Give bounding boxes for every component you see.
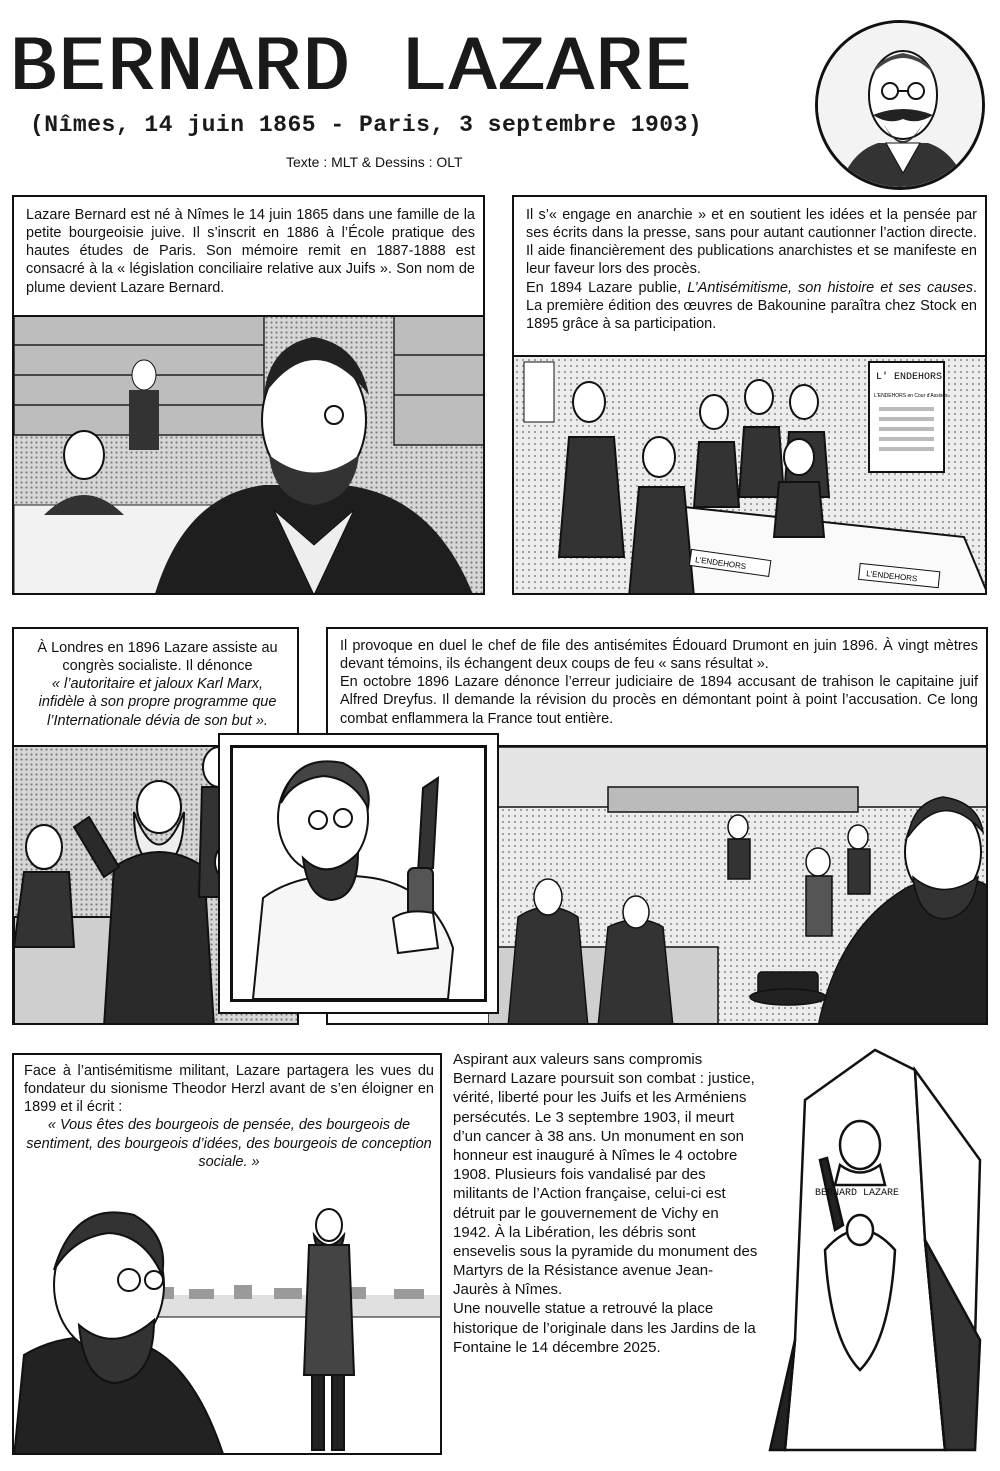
panel2-caption-part1: Il s’« engage en anarchie » et en soutient les idées et la pensée par ses écrits dans la presse, sans pour autant cautionner l’action directe. Il aide financièrement des publications anarchistes et se manifeste en leur faveur lors des procès. (526, 207, 977, 278)
panel6-text-part2: Une nouvelle statue a retrouvé la place historique de l’originale dans les Jardins de la Fontaine le 14 décembre 2025. (453, 1300, 756, 1356)
library-scene (14, 315, 485, 595)
panel5-caption-text: Face à l’antisémitisme militant, Lazare partagera les vues du fondateur du sionisme Theodor Herzl avant de s’en éloigner en 1899 et il écrit : (24, 1063, 434, 1116)
marx-quote (28, 675, 287, 729)
book-title: L’Antisémitisme, son histoire et ses causes (687, 279, 973, 296)
portrait-drawing (818, 23, 985, 190)
panel2-caption (512, 195, 987, 357)
poster-subtitle: L'ENDEHORS en Cour d'Assises (874, 393, 948, 399)
portrait-medallion (815, 20, 985, 190)
herzl-quote (24, 1116, 434, 1170)
credits: Texte : MLT & Dessins : OLT (286, 154, 463, 170)
newspaper-1-text: L'ENDEHORS (694, 555, 747, 572)
page-title: BERNARD LAZARE (10, 25, 694, 113)
panel2-caption-rest: . La première édition des œuvres de Bakounine paraîtra chez Stock en 1895 grâce à sa participation. (526, 279, 977, 332)
herzl-scene (14, 1195, 442, 1455)
panel6-text (453, 1050, 758, 1357)
anarchists-trial-scene (514, 357, 987, 595)
panel2-caption-lead: En 1894 Lazare publie, (526, 279, 688, 296)
page-subtitle: (Nîmes, 14 juin 1865 - Paris, 3 septembre 1903) (30, 112, 703, 138)
panel3-caption (12, 627, 299, 747)
panel4-caption-part1: Il provoque en duel le chef de file des antisémites Édouard Drumont en juin 1896. À vingt mètres devant témoins, ils échangent deux coups de feu « sans résultat ». (340, 638, 978, 673)
panel4-caption (326, 627, 988, 747)
panel-herzl (12, 1053, 442, 1455)
monument-inscription: BERNARD LAZARE (815, 1188, 900, 1199)
panel-anarchy (512, 195, 987, 595)
marx-quote-text: « l’autoritaire et jaloux Karl Marx, infidèle à son propre programme que l’Internationale dévia de son but ». (38, 676, 277, 729)
monument-drawing (765, 1040, 988, 1460)
duel-inset-panel (230, 745, 487, 1002)
panel1-caption (12, 195, 485, 317)
panel2-caption-part2 (526, 279, 977, 333)
courtroom-scene (488, 747, 988, 1025)
panel-library (12, 195, 485, 595)
panel3-caption-lead: À Londres en 1896 Lazare assiste au congrès socialiste. Il dénonce (37, 640, 278, 675)
herzl-quote-text: « Vous êtes des bourgeois de pensée, des bourgeois de sentiment, des bourgeois d’idées, des bourgeois de conception sociale. » (26, 1117, 432, 1170)
panel6-text-part1: Aspirant aux valeurs sans compromis Bernard Lazare poursuit son combat : justice, vérité, liberté pour les Juifs et les Arméniens persécutés. Le 3 septembre 1903, il meurt d’un cancer à 38 ans. Un monument en son honneur est inauguré à Nîmes le 4 octobre 1908. Plusieurs fois vandalisé par des militants de l’Action française, celui-ci est détruit par le gouvernement de Vichy en 1942. À la Libération, les débris sont ensevelis sous la pyramide du monument des Martyrs de la Résistance avenue Jean-Jaurès à Nîmes. (453, 1051, 758, 1299)
panel-monument (445, 1040, 988, 1460)
panel5-caption (12, 1053, 442, 1195)
duel-pistol-drawing (233, 748, 484, 999)
poster-title: L' ENDEHORS (876, 372, 943, 383)
panel4-caption-part2: En octobre 1896 Lazare dénonce l’erreur judiciaire de 1894 accusant de trahison le capitaine juif Alfred Dreyfus. Il demande la révision du procès en démontant point à point l’accusation. Ce long combat enflammera la France tout entière. (340, 674, 978, 727)
panel1-caption-text: Lazare Bernard est né à Nîmes le 14 juin 1865 dans une famille de la petite bourgeoisie juive. Il s’inscrit en 1886 à l’École pratique des hautes études de Paris. Son mémoire remit en 1887-1888 est consacré à la « législation conciliaire relative aux Juifs ». Son nom de plume devient Lazare Bernard. (26, 207, 475, 296)
newspaper-2-text: L'ENDEHORS (865, 569, 918, 584)
